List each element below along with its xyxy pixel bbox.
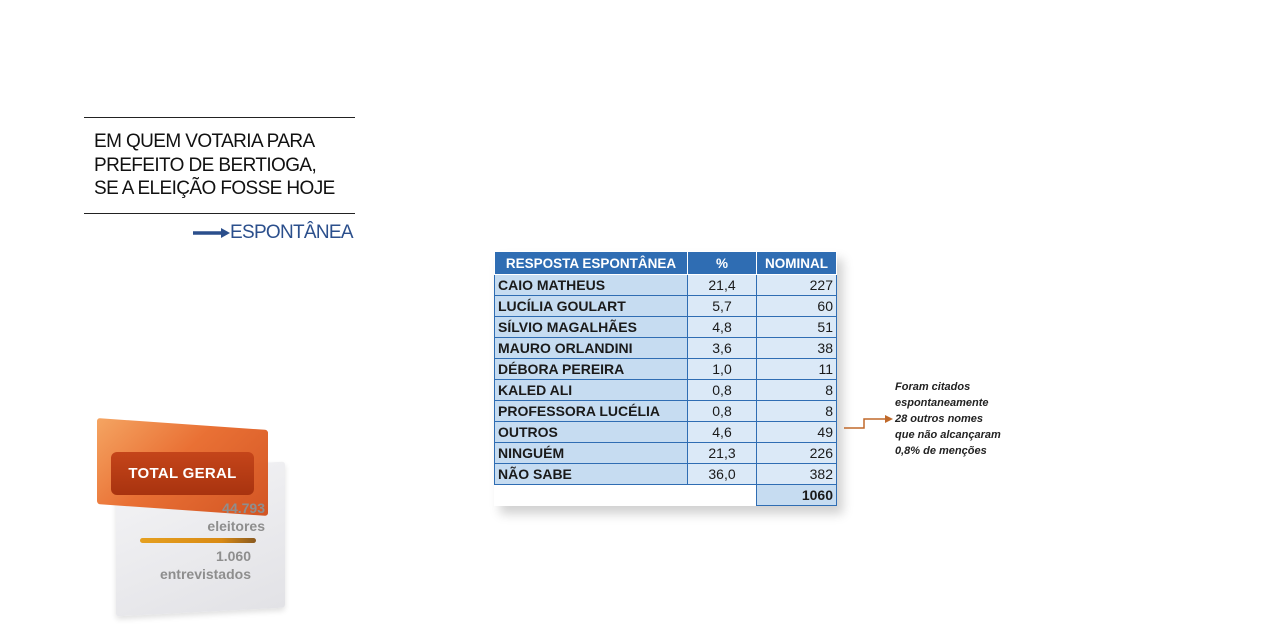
cell-nominal: 11 [757, 359, 837, 380]
table-row [495, 464, 837, 485]
cell-name: OUTROS [495, 422, 688, 443]
table-row [495, 443, 837, 464]
cell-nominal: 227 [757, 275, 837, 296]
electors-value: 44.793 [222, 500, 265, 516]
header-percent: % [688, 252, 757, 275]
cell-name: SÍLVIO MAGALHÃES [495, 317, 688, 338]
header-nominal: NOMINAL [757, 252, 837, 275]
cell-total-nominal: 1060 [757, 485, 837, 506]
cell-percent: 4,8 [688, 317, 757, 338]
table-total-row [495, 485, 837, 506]
cell-nominal: 60 [757, 296, 837, 317]
cell-nominal: 49 [757, 422, 837, 443]
question-line-3: SE A ELEIÇÃO FOSSE HOJE [94, 178, 335, 199]
note-connector-arrow-icon [840, 414, 895, 434]
cell-percent: 21,3 [688, 443, 757, 464]
cell-name: NÃO SABE [495, 464, 688, 485]
cell-nominal: 382 [757, 464, 837, 485]
total-geral-badge [111, 452, 254, 495]
cell-percent: 3,6 [688, 338, 757, 359]
interviewed-value: 1.060 [215, 548, 251, 564]
cell-name: PROFESSORA LUCÉLIA [495, 401, 688, 422]
footnote-line-3: 28 outros nomes [895, 413, 984, 425]
footnote-line-4: que não alcançaram [895, 429, 1001, 441]
cell-name: NINGUÉM [495, 443, 688, 464]
cell-percent: 1,0 [688, 359, 757, 380]
question-title [94, 130, 364, 201]
header-response: RESPOSTA ESPONTÂNEA [495, 252, 688, 275]
table-row [495, 380, 837, 401]
cell-percent: 0,8 [688, 380, 757, 401]
cell-percent: 36,0 [688, 464, 757, 485]
electors-label: eleitores [207, 518, 265, 534]
table-row [495, 296, 837, 317]
table-row [495, 275, 837, 296]
question-type [193, 222, 353, 244]
results-table [494, 251, 837, 506]
table-row [495, 359, 837, 380]
bottom-rule [84, 213, 355, 214]
table-row [495, 401, 837, 422]
total-geral-label: TOTAL GERAL [128, 465, 237, 482]
cell-percent: 4,6 [688, 422, 757, 443]
question-line-2: PREFEITO DE BERTIOGA, [94, 154, 317, 176]
table-header-row [495, 252, 837, 275]
footnote-line-1: Foram citados [895, 381, 971, 393]
cell-percent: 5,7 [688, 296, 757, 317]
results-table-container [494, 251, 837, 506]
cell-name: LUCÍLIA GOULART [495, 296, 688, 317]
cell-nominal: 38 [757, 338, 837, 359]
cell-nominal: 51 [757, 317, 837, 338]
table-row [495, 317, 837, 338]
footnote-line-5: 0,8% de menções [895, 445, 987, 457]
empty-cell [688, 485, 757, 506]
cell-name: KALED ALI [495, 380, 688, 401]
cell-name: DÉBORA PEREIRA [495, 359, 688, 380]
footnote [895, 379, 1025, 459]
footnote-line-2: espontaneamente [895, 397, 989, 409]
interviewed-label: entrevistados [159, 566, 251, 582]
table-row [495, 422, 837, 443]
cell-name: CAIO MATHEUS [495, 275, 688, 296]
question-line-1: EM QUEM VOTARIA PARA [94, 131, 315, 152]
empty-cell [495, 485, 688, 506]
question-type-label: ESPONTÂNEA [230, 222, 353, 243]
summary-divider-bar [140, 538, 256, 543]
arrow-right-icon [193, 222, 231, 244]
cell-nominal: 226 [757, 443, 837, 464]
cell-nominal: 8 [757, 401, 837, 422]
table-row [495, 338, 837, 359]
cell-nominal: 8 [757, 380, 837, 401]
cell-percent: 0,8 [688, 401, 757, 422]
cell-percent: 21,4 [688, 275, 757, 296]
cell-name: MAURO ORLANDINI [495, 338, 688, 359]
top-rule [84, 117, 355, 118]
